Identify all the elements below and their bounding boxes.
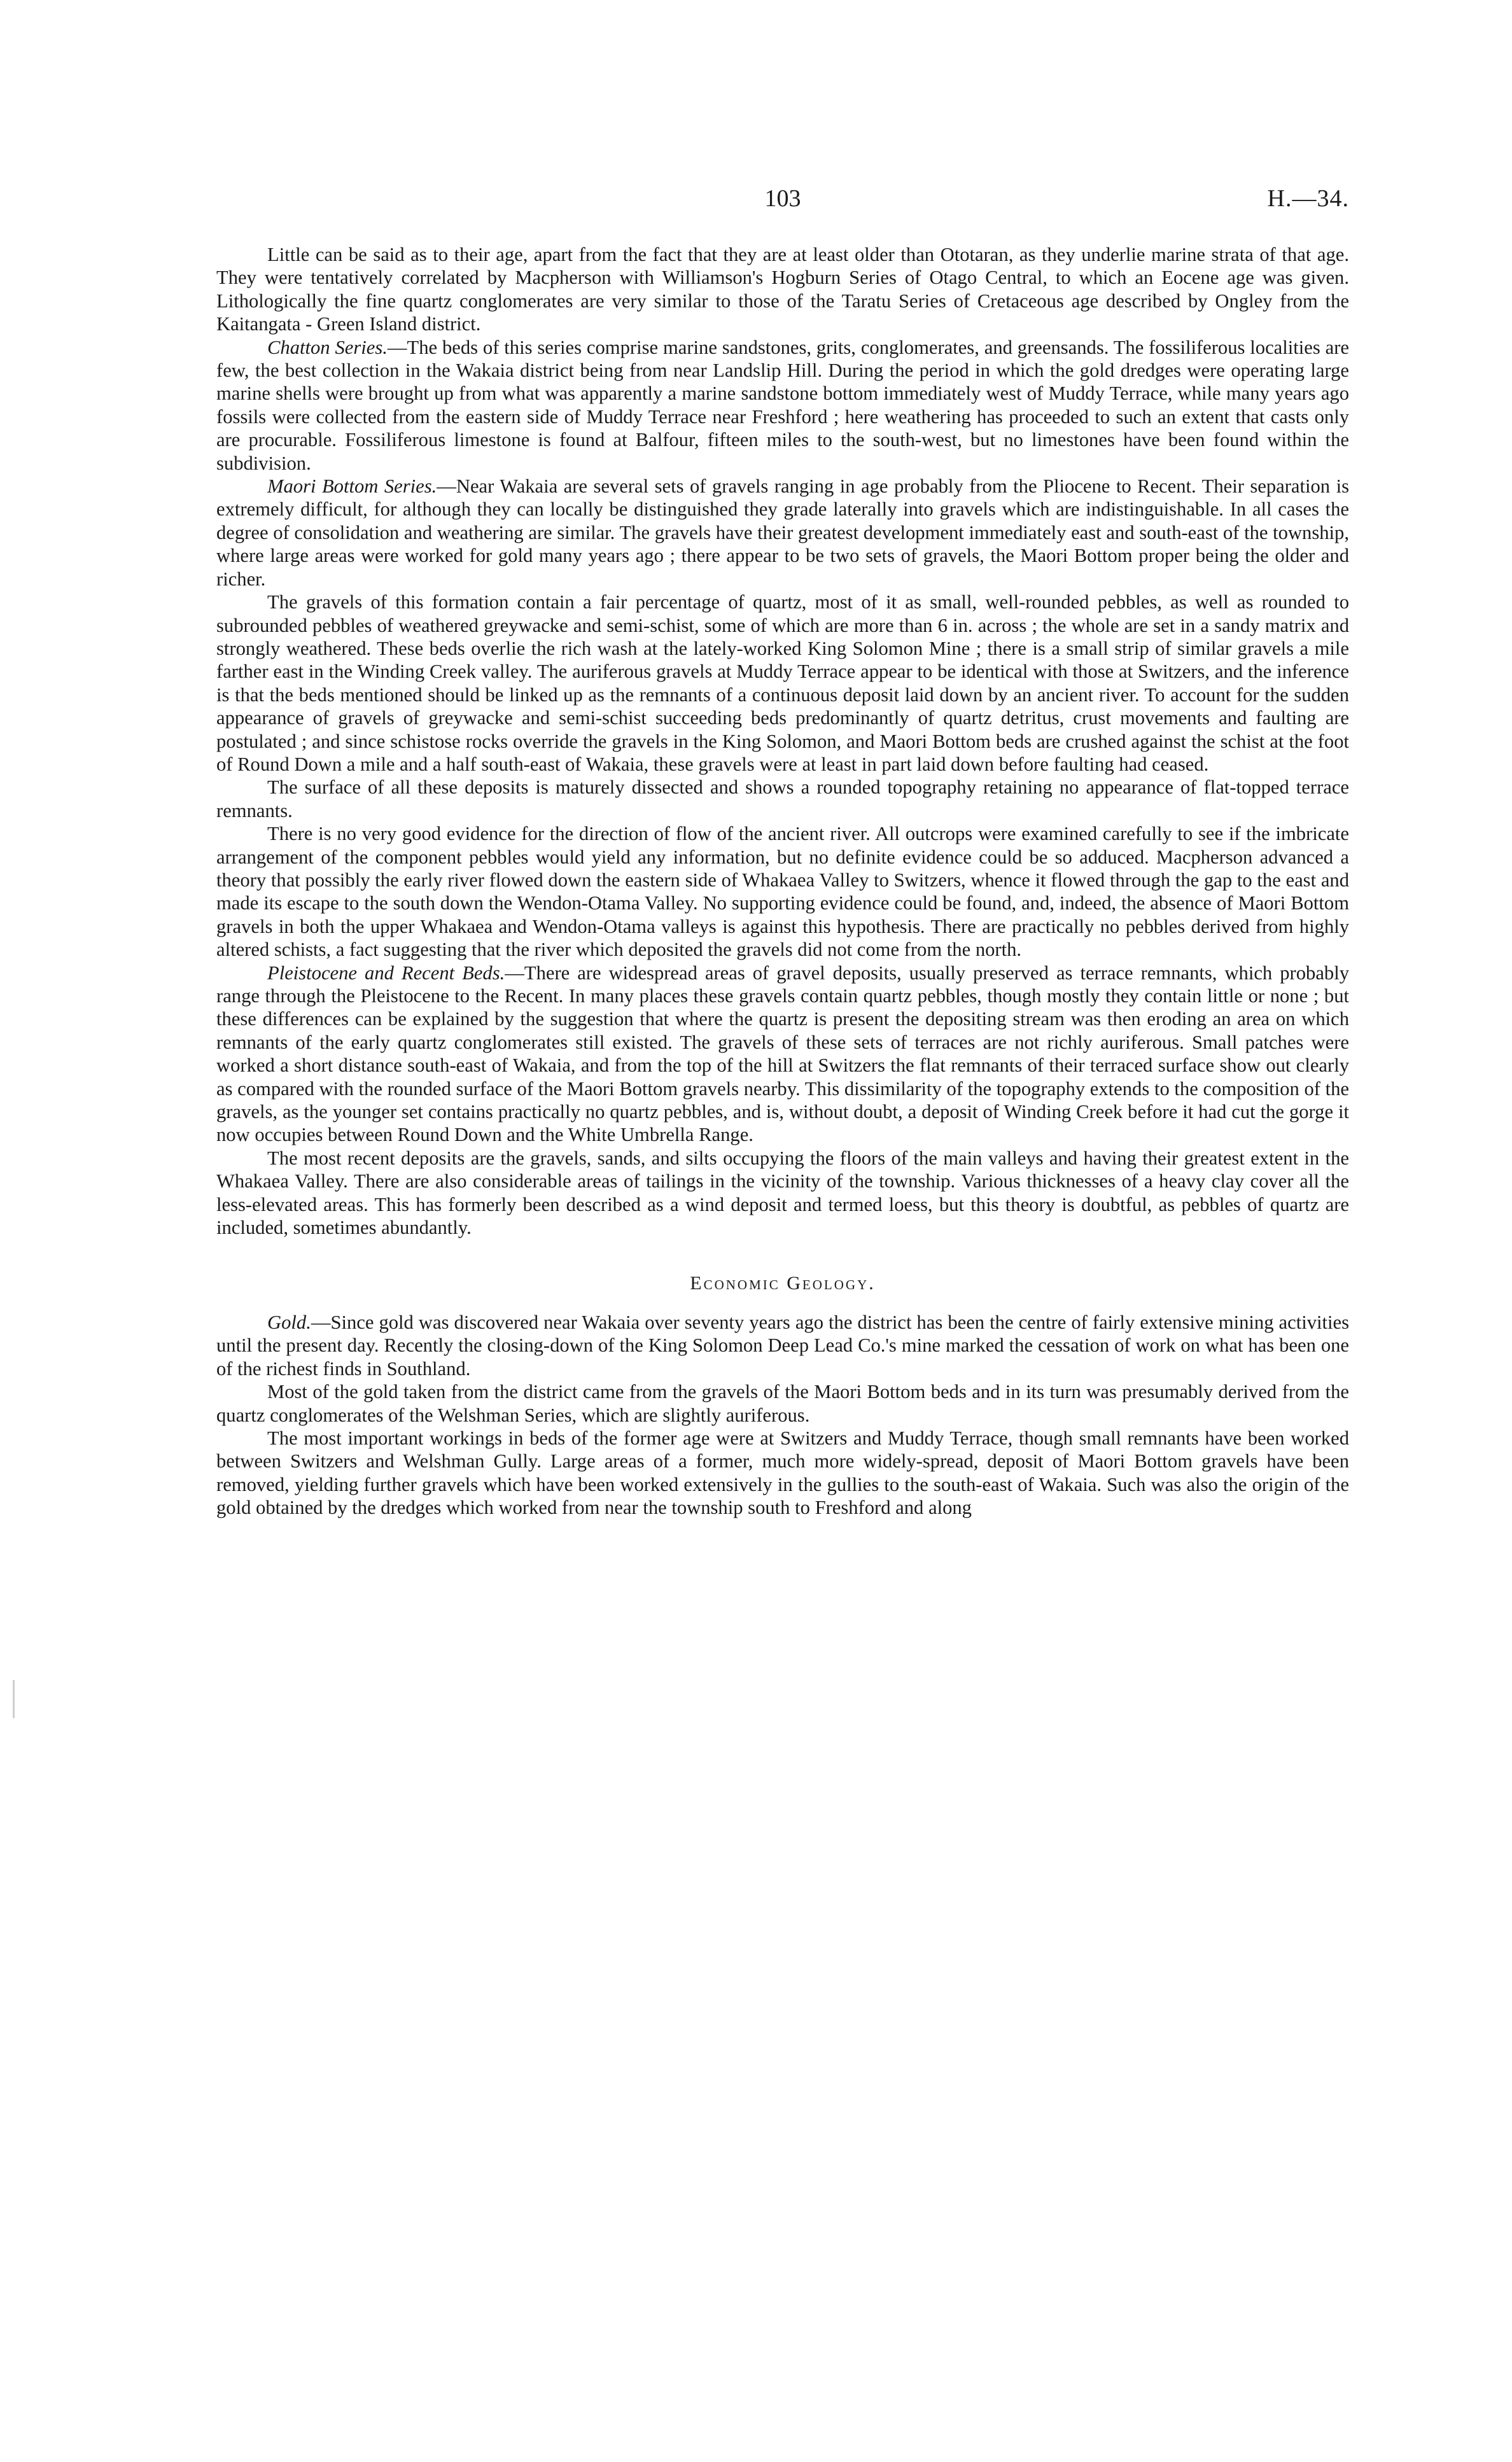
page-number: 103 (764, 185, 801, 212)
body-text (216, 243, 1349, 1520)
paragraph: The gravels of this formation contain a fair percentage of quartz, most of it as small, well-rounded pebbles, as well as rounded to subrounded pebbles of weathered greywacke and semi-schist, some of which are more than 6 in. across ; the whole are set in a sandy matrix and strongly weathered. These beds overlie the rich wash at the lately-worked King Solomon Mine ; there is a small strip of similar gravels a mile farther east in the Winding Creek valley. The auriferous gravels at Muddy Terrace appear to be identical with those at Switzers, and the inference is that the beds mentioned should be linked up as the remnants of a continuous deposit laid down by an ancient river. To account for the sudden appearance of gravels of greywacke and semi-schist succeeding beds predominantly of quartz detritus, crust movements and faulting are postulated ; and since schistose rocks override the gravels in the King Solomon, and Maori Bottom beds are crushed against the schist at the foot of Round Down a mile and a half south-east of Wakaia, these gravels were at least in part laid down before faulting had ceased. (216, 591, 1349, 775)
document-reference: H.—34. (1267, 185, 1349, 212)
inline-heading: Chatton Series. (267, 336, 388, 358)
margin-mark (13, 1680, 15, 1718)
inline-heading: Maori Bottom Series. (267, 475, 437, 498)
paragraph: There is no very good evidence for the direction of flow of the ancient river. All outcrops were examined carefully to see if the imbricate arrangement of the component pebbles would yield any information, but no definite evidence could be so adduced. Macpherson advanced a theory that possibly the early river flowed down the eastern side of Whakaea Valley to Switzers, whence it flowed through the gap to the east and made its escape to the south down the Wendon-Otama Valley. No supporting evidence could be found, and, indeed, the absence of Maori Bottom gravels in both the upper Whakaea and Wendon-Otama valleys is against this hypothesis. There are practically no pebbles derived from highly altered schists, a fact suggesting that the river which deposited the gravels did not come from the north. (216, 823, 1349, 961)
paragraph: Pleistocene and Recent Beds.—There are widespread areas of gravel deposits, usually preserved as terrace remnants, which probably range through the Pleistocene to the Recent. In many places these gravels contain quartz pebbles, though mostly they contain little or none ; but these differences can be explained by the suggestion that where the quartz is present the depositing stream was then eroding an area on which remnants of the early quartz conglomerates still existed. The gravels of these sets of terraces are not richly auriferous. Small patches were worked a short distance south-east of Wakaia, and from the top of the hill at Switzers the flat remnants of their terraced surface show out clearly as compared with the rounded surface of the Maori Bottom gravels nearby. This dissimilarity of the topography extends to the composition of the gravels, as the younger set contains practically no quartz pebbles, and is, without doubt, a deposit of Winding Creek before it had cut the gorge it now occupies between Round Down and the White Umbrella Range. (216, 962, 1349, 1146)
inline-heading: Pleistocene and Recent Beds. (267, 962, 505, 984)
page-header (216, 185, 1349, 223)
paragraph: The most recent deposits are the gravels, sands, and silts occupying the floors of the main valleys and having their greatest extent in the Whakaea Valley. There are also considerable areas of tailings in the vicinity of the township. Various thicknesses of a heavy clay cover all the less-elevated areas. This has formerly been described as a wind deposit and termed loess, but this theory is doubtful, as pebbles of quartz are included, sometimes abundantly. (216, 1147, 1349, 1239)
paragraph: The surface of all these deposits is maturely dissected and shows a rounded topography retaining no appearance of flat-topped terrace remnants. (216, 776, 1349, 822)
paragraph: Gold.—Since gold was discovered near Wakaia over seventy years ago the district has been the centre of fairly extensive mining activities until the present day. Recently the closing-down of the King Solomon Deep Lead Co.'s mine marked the cessation of work on what has been one of the richest finds in Southland. (216, 1311, 1349, 1380)
section-heading: Economic Geology. (690, 1273, 876, 1294)
inline-heading: Gold. (267, 1311, 311, 1333)
paragraph: Maori Bottom Series.—Near Wakaia are several sets of gravels ranging in age probably from the Pliocene to Recent. Their separation is extremely difficult, for although they can locally be distinguished they grade laterally into gravels which are indistinguishable. In all cases the degree of consolidation and weathering are similar. The gravels have their greatest development immediately east and south-east of the township, where large areas were worked for gold many years ago ; there appear to be two sets of gravels, the Maori Bottom proper being the older and richer. (216, 475, 1349, 590)
paragraph: The most important workings in beds of the former age were at Switzers and Muddy Terrace, though small remnants have been worked between Switzers and Welshman Gully. Large areas of a former, much more widely-spread, deposit of Maori Bottom gravels have been removed, yielding further gravels which have been worked extensively in the gullies to the south-east of Wakaia. Such was also the origin of the gold obtained by the dredges which worked from near the township south to Freshford and along (216, 1427, 1349, 1519)
paragraph: Most of the gold taken from the district came from the gravels of the Maori Bottom beds and in its turn was presumably derived from the quartz conglomerates of the Welshman Series, which are slightly auriferous. (216, 1381, 1349, 1426)
paragraph: Chatton Series.—The beds of this series comprise marine sandstones, grits, conglomerates, and greensands. The fossiliferous localities are few, the best collection in the Wakaia district being from near Landslip Hill. During the period in which the gold dredges were operating large marine shells were brought up from what was apparently a marine sandstone bottom immediately west of Muddy Terrace, while many years ago fossils were collected from the eastern side of Muddy Terrace near Freshford ; here weathering has proceeded to such an extent that casts only are procurable. Fossiliferous limestone is found at Balfour, fifteen miles to the south-west, but no limestones have been found within the subdivision. (216, 336, 1349, 474)
paragraph: Little can be said as to their age, apart from the fact that they are at least older than Ototaran, as they underlie marine strata of that age. They were tentatively correlated by Macpherson with Williamson's Hogburn Series of Otago Central, to which an Eocene age was given. Lithologically the fine quartz conglomerates are very similar to those of the Taratu Series of Cretaceous age described by Ongley from the Kaitangata - Green Island district. (216, 244, 1349, 335)
